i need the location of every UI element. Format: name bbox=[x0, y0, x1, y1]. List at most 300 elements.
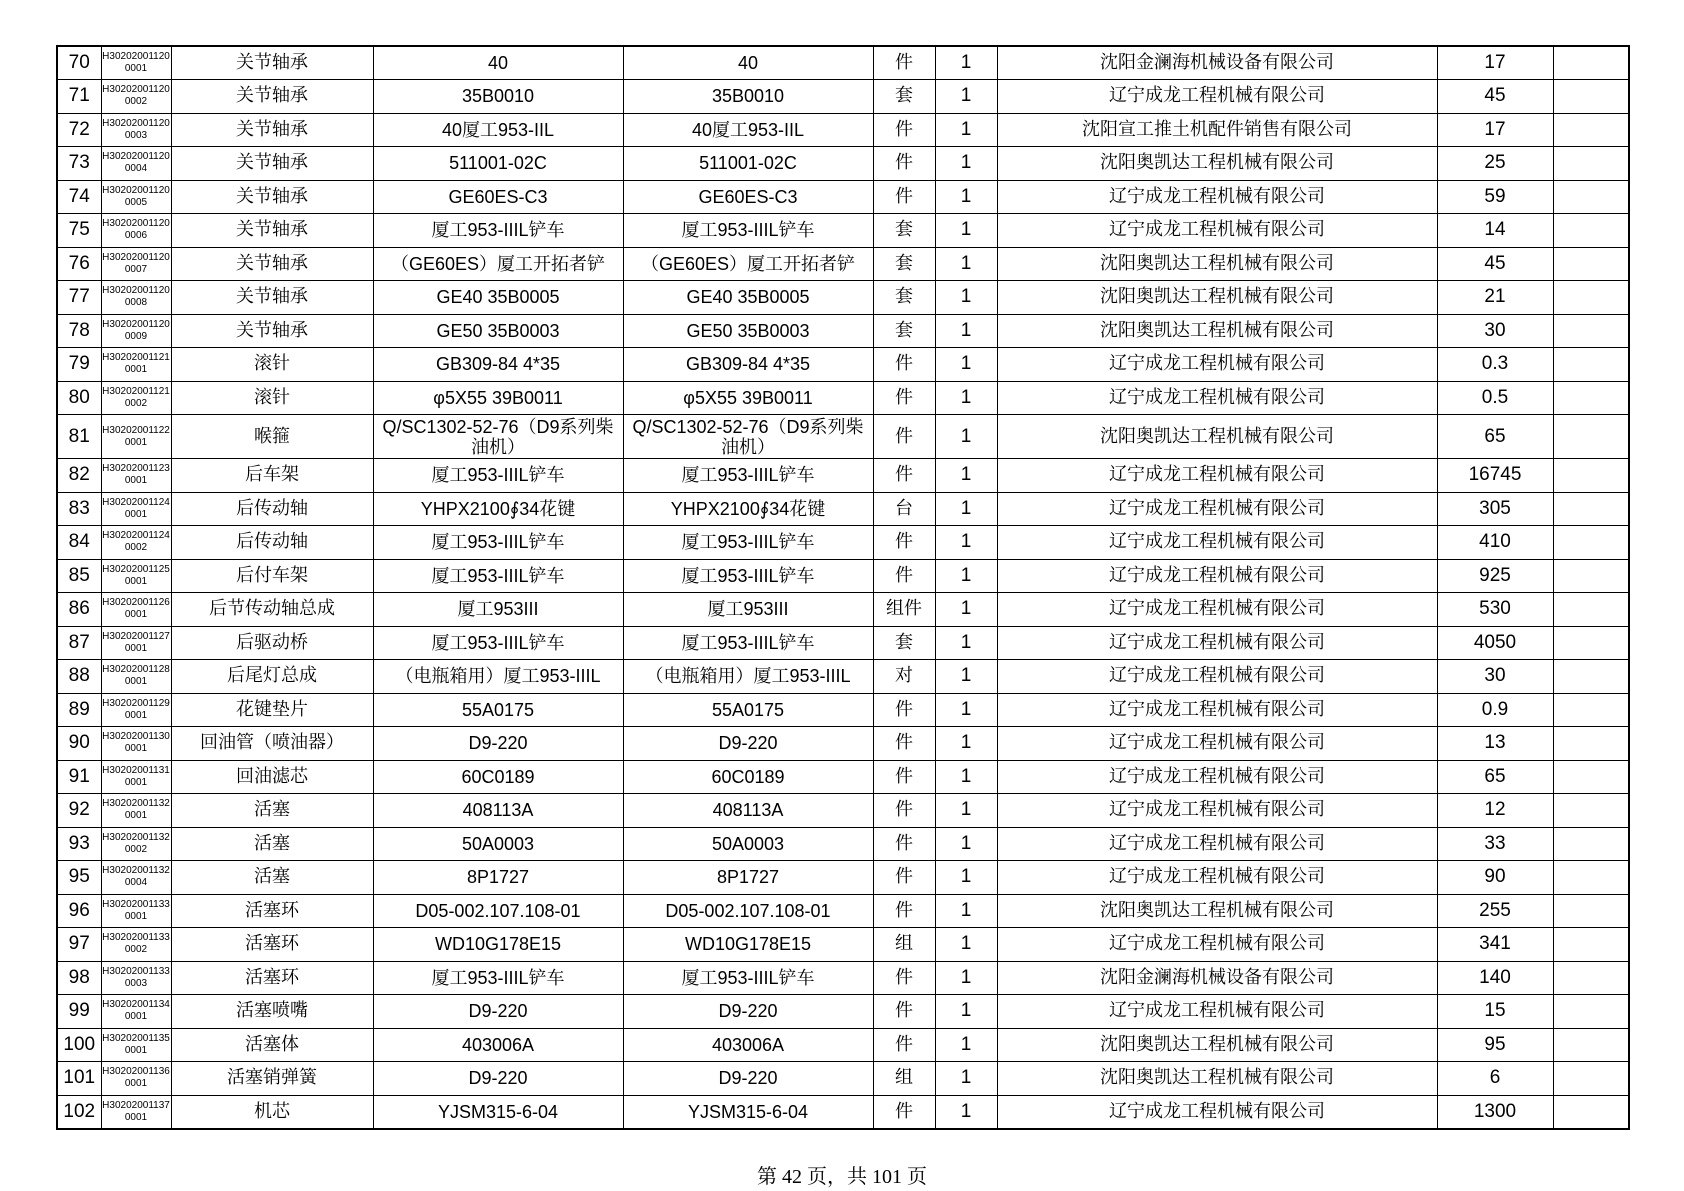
table-row bbox=[57, 727, 1629, 761]
cell-no: 77 bbox=[57, 281, 101, 315]
cell-remark bbox=[1553, 214, 1629, 248]
cell-qty: 1 bbox=[935, 281, 997, 315]
cell-supplier: 辽宁成龙工程机械有限公司 bbox=[997, 861, 1437, 895]
cell-remark bbox=[1553, 1095, 1629, 1129]
cell-no: 82 bbox=[57, 459, 101, 493]
cell-name: 活塞 bbox=[171, 861, 373, 895]
cell-unit: 件 bbox=[873, 961, 935, 995]
cell-remark bbox=[1553, 727, 1629, 761]
cell-price: 12 bbox=[1437, 794, 1553, 828]
cell-remark bbox=[1553, 459, 1629, 493]
cell-price: 13 bbox=[1437, 727, 1553, 761]
cell-remark bbox=[1553, 827, 1629, 861]
cell-no: 79 bbox=[57, 348, 101, 382]
cell-spec: D05-002.107.108-01 bbox=[373, 894, 623, 928]
cell-name: 机芯 bbox=[171, 1095, 373, 1129]
cell-name: 活塞 bbox=[171, 794, 373, 828]
cell-price: 30 bbox=[1437, 314, 1553, 348]
cell-price: 65 bbox=[1437, 415, 1553, 459]
cell-model: 厦工953-IIIL铲车 bbox=[623, 961, 873, 995]
table-row bbox=[57, 247, 1629, 281]
table-row bbox=[57, 415, 1629, 459]
table-row bbox=[57, 46, 1629, 80]
cell-unit: 件 bbox=[873, 46, 935, 80]
table-row bbox=[57, 180, 1629, 214]
cell-model: D05-002.107.108-01 bbox=[623, 894, 873, 928]
cell-price: 65 bbox=[1437, 760, 1553, 794]
cell-code: H302020011370001 bbox=[101, 1095, 171, 1129]
table-row bbox=[57, 861, 1629, 895]
cell-spec: Q/SC1302-52-76（D9系列柴油机） bbox=[373, 415, 623, 459]
cell-model: 403006A bbox=[623, 1028, 873, 1062]
cell-model: GE50 35B0003 bbox=[623, 314, 873, 348]
cell-spec: GE50 35B0003 bbox=[373, 314, 623, 348]
cell-supplier: 沈阳奥凯达工程机械有限公司 bbox=[997, 247, 1437, 281]
cell-qty: 1 bbox=[935, 80, 997, 114]
cell-remark bbox=[1553, 894, 1629, 928]
table-row bbox=[57, 660, 1629, 694]
cell-price: 30 bbox=[1437, 660, 1553, 694]
cell-name: 后尾灯总成 bbox=[171, 660, 373, 694]
cell-name: 关节轴承 bbox=[171, 113, 373, 147]
cell-no: 102 bbox=[57, 1095, 101, 1129]
cell-code: H302020011310001 bbox=[101, 760, 171, 794]
cell-remark bbox=[1553, 1028, 1629, 1062]
cell-code: H302020011200007 bbox=[101, 247, 171, 281]
cell-remark bbox=[1553, 348, 1629, 382]
cell-price: 90 bbox=[1437, 861, 1553, 895]
cell-supplier: 辽宁成龙工程机械有限公司 bbox=[997, 1095, 1437, 1129]
cell-unit: 套 bbox=[873, 247, 935, 281]
cell-code: H302020011200004 bbox=[101, 147, 171, 181]
cell-name: 花键垫片 bbox=[171, 693, 373, 727]
cell-qty: 1 bbox=[935, 693, 997, 727]
cell-code: H302020011350001 bbox=[101, 1028, 171, 1062]
cell-spec: 60C0189 bbox=[373, 760, 623, 794]
cell-spec: D9-220 bbox=[373, 1062, 623, 1096]
cell-supplier: 辽宁成龙工程机械有限公司 bbox=[997, 526, 1437, 560]
cell-qty: 1 bbox=[935, 593, 997, 627]
cell-model: 40 bbox=[623, 46, 873, 80]
cell-name: 活塞体 bbox=[171, 1028, 373, 1062]
cell-no: 97 bbox=[57, 928, 101, 962]
cell-code: H302020011340001 bbox=[101, 995, 171, 1029]
cell-remark bbox=[1553, 760, 1629, 794]
parts-table bbox=[56, 45, 1630, 1130]
cell-spec: 403006A bbox=[373, 1028, 623, 1062]
cell-price: 925 bbox=[1437, 559, 1553, 593]
cell-model: 厦工953III bbox=[623, 593, 873, 627]
cell-model: 8P1727 bbox=[623, 861, 873, 895]
cell-qty: 1 bbox=[935, 559, 997, 593]
table-row bbox=[57, 492, 1629, 526]
cell-remark bbox=[1553, 626, 1629, 660]
cell-code: H302020011240001 bbox=[101, 492, 171, 526]
cell-remark bbox=[1553, 995, 1629, 1029]
cell-name: 关节轴承 bbox=[171, 80, 373, 114]
cell-code: H302020011200001 bbox=[101, 46, 171, 80]
cell-model: φ5X55 39B0011 bbox=[623, 381, 873, 415]
cell-model: 55A0175 bbox=[623, 693, 873, 727]
cell-qty: 1 bbox=[935, 180, 997, 214]
cell-price: 95 bbox=[1437, 1028, 1553, 1062]
cell-qty: 1 bbox=[935, 626, 997, 660]
cell-name: 活塞环 bbox=[171, 894, 373, 928]
cell-unit: 件 bbox=[873, 827, 935, 861]
cell-supplier: 辽宁成龙工程机械有限公司 bbox=[997, 492, 1437, 526]
cell-no: 85 bbox=[57, 559, 101, 593]
cell-code: H302020011330002 bbox=[101, 928, 171, 962]
cell-spec: 50A0003 bbox=[373, 827, 623, 861]
cell-model: 60C0189 bbox=[623, 760, 873, 794]
table-row bbox=[57, 626, 1629, 660]
cell-unit: 件 bbox=[873, 894, 935, 928]
cell-spec: 40 bbox=[373, 46, 623, 80]
cell-price: 4050 bbox=[1437, 626, 1553, 660]
cell-no: 93 bbox=[57, 827, 101, 861]
cell-code: H302020011270001 bbox=[101, 626, 171, 660]
cell-code: H302020011200005 bbox=[101, 180, 171, 214]
cell-name: 活塞 bbox=[171, 827, 373, 861]
cell-name: 关节轴承 bbox=[171, 180, 373, 214]
cell-qty: 1 bbox=[935, 961, 997, 995]
cell-name: 后传动轴 bbox=[171, 526, 373, 560]
cell-price: 305 bbox=[1437, 492, 1553, 526]
cell-supplier: 辽宁成龙工程机械有限公司 bbox=[997, 593, 1437, 627]
cell-qty: 1 bbox=[935, 113, 997, 147]
cell-unit: 件 bbox=[873, 760, 935, 794]
table-row bbox=[57, 147, 1629, 181]
cell-model: （电瓶箱用）厦工953-IIIL bbox=[623, 660, 873, 694]
cell-name: 关节轴承 bbox=[171, 46, 373, 80]
cell-price: 410 bbox=[1437, 526, 1553, 560]
cell-unit: 件 bbox=[873, 348, 935, 382]
cell-remark bbox=[1553, 660, 1629, 694]
cell-name: 关节轴承 bbox=[171, 281, 373, 315]
cell-qty: 1 bbox=[935, 894, 997, 928]
table-row bbox=[57, 1062, 1629, 1096]
cell-name: 活塞环 bbox=[171, 961, 373, 995]
cell-code: H302020011290001 bbox=[101, 693, 171, 727]
cell-model: 40厦工953-IIL bbox=[623, 113, 873, 147]
cell-spec: GE60ES-C3 bbox=[373, 180, 623, 214]
cell-supplier: 辽宁成龙工程机械有限公司 bbox=[997, 180, 1437, 214]
cell-name: 后车架 bbox=[171, 459, 373, 493]
cell-supplier: 沈阳奥凯达工程机械有限公司 bbox=[997, 147, 1437, 181]
cell-price: 341 bbox=[1437, 928, 1553, 962]
cell-code: H302020011280001 bbox=[101, 660, 171, 694]
cell-qty: 1 bbox=[935, 995, 997, 1029]
cell-qty: 1 bbox=[935, 381, 997, 415]
cell-remark bbox=[1553, 46, 1629, 80]
cell-remark bbox=[1553, 80, 1629, 114]
cell-supplier: 辽宁成龙工程机械有限公司 bbox=[997, 794, 1437, 828]
cell-name: 滚针 bbox=[171, 381, 373, 415]
cell-no: 71 bbox=[57, 80, 101, 114]
cell-unit: 对 bbox=[873, 660, 935, 694]
cell-remark bbox=[1553, 180, 1629, 214]
cell-spec: 8P1727 bbox=[373, 861, 623, 895]
cell-code: H302020011230001 bbox=[101, 459, 171, 493]
cell-name: 活塞销弹簧 bbox=[171, 1062, 373, 1096]
table-row bbox=[57, 961, 1629, 995]
cell-model: WD10G178E15 bbox=[623, 928, 873, 962]
cell-code: H302020011240002 bbox=[101, 526, 171, 560]
table-row bbox=[57, 693, 1629, 727]
cell-spec: YHPX2100∮34花键 bbox=[373, 492, 623, 526]
cell-model: 35B0010 bbox=[623, 80, 873, 114]
cell-price: 255 bbox=[1437, 894, 1553, 928]
cell-name: 后驱动桥 bbox=[171, 626, 373, 660]
cell-no: 86 bbox=[57, 593, 101, 627]
cell-unit: 组 bbox=[873, 1062, 935, 1096]
cell-spec: 35B0010 bbox=[373, 80, 623, 114]
cell-code: H302020011330003 bbox=[101, 961, 171, 995]
cell-unit: 件 bbox=[873, 861, 935, 895]
cell-qty: 1 bbox=[935, 1028, 997, 1062]
cell-price: 17 bbox=[1437, 113, 1553, 147]
cell-code: H302020011220001 bbox=[101, 415, 171, 459]
cell-supplier: 沈阳奥凯达工程机械有限公司 bbox=[997, 1062, 1437, 1096]
cell-supplier: 辽宁成龙工程机械有限公司 bbox=[997, 928, 1437, 962]
cell-remark bbox=[1553, 1062, 1629, 1096]
cell-code: H302020011330001 bbox=[101, 894, 171, 928]
cell-name: 关节轴承 bbox=[171, 147, 373, 181]
cell-model: GB309-84 4*35 bbox=[623, 348, 873, 382]
cell-unit: 件 bbox=[873, 995, 935, 1029]
cell-remark bbox=[1553, 381, 1629, 415]
cell-no: 70 bbox=[57, 46, 101, 80]
cell-spec: 厦工953-IIIL铲车 bbox=[373, 214, 623, 248]
cell-qty: 1 bbox=[935, 1095, 997, 1129]
cell-model: 厦工953-IIIL铲车 bbox=[623, 214, 873, 248]
cell-remark bbox=[1553, 247, 1629, 281]
cell-model: 厦工953-IIIL铲车 bbox=[623, 459, 873, 493]
cell-spec: 厦工953-IIIL铲车 bbox=[373, 459, 623, 493]
cell-remark bbox=[1553, 693, 1629, 727]
cell-supplier: 辽宁成龙工程机械有限公司 bbox=[997, 348, 1437, 382]
cell-spec: 厦工953-IIIL铲车 bbox=[373, 526, 623, 560]
cell-unit: 件 bbox=[873, 113, 935, 147]
cell-spec: 厦工953-IIIL铲车 bbox=[373, 626, 623, 660]
cell-price: 14 bbox=[1437, 214, 1553, 248]
cell-price: 59 bbox=[1437, 180, 1553, 214]
cell-qty: 1 bbox=[935, 827, 997, 861]
cell-unit: 套 bbox=[873, 214, 935, 248]
cell-qty: 1 bbox=[935, 760, 997, 794]
cell-supplier: 辽宁成龙工程机械有限公司 bbox=[997, 559, 1437, 593]
cell-remark bbox=[1553, 961, 1629, 995]
cell-unit: 件 bbox=[873, 381, 935, 415]
cell-remark bbox=[1553, 794, 1629, 828]
table-row bbox=[57, 794, 1629, 828]
cell-remark bbox=[1553, 593, 1629, 627]
cell-spec: 厦工953-IIIL铲车 bbox=[373, 961, 623, 995]
cell-supplier: 沈阳奥凯达工程机械有限公司 bbox=[997, 1028, 1437, 1062]
cell-unit: 件 bbox=[873, 147, 935, 181]
cell-no: 75 bbox=[57, 214, 101, 248]
table-row bbox=[57, 760, 1629, 794]
cell-price: 16745 bbox=[1437, 459, 1553, 493]
cell-no: 90 bbox=[57, 727, 101, 761]
cell-code: H302020011260001 bbox=[101, 593, 171, 627]
cell-spec: GE40 35B0005 bbox=[373, 281, 623, 315]
cell-qty: 1 bbox=[935, 459, 997, 493]
cell-name: 回油滤芯 bbox=[171, 760, 373, 794]
cell-model: 厦工953-IIIL铲车 bbox=[623, 526, 873, 560]
cell-code: H302020011210001 bbox=[101, 348, 171, 382]
cell-no: 89 bbox=[57, 693, 101, 727]
cell-supplier: 沈阳奥凯达工程机械有限公司 bbox=[997, 281, 1437, 315]
cell-price: 0.3 bbox=[1437, 348, 1553, 382]
cell-price: 45 bbox=[1437, 80, 1553, 114]
cell-price: 45 bbox=[1437, 247, 1553, 281]
cell-price: 1300 bbox=[1437, 1095, 1553, 1129]
cell-code: H302020011320001 bbox=[101, 794, 171, 828]
cell-no: 88 bbox=[57, 660, 101, 694]
cell-remark bbox=[1553, 559, 1629, 593]
cell-name: 喉箍 bbox=[171, 415, 373, 459]
cell-qty: 1 bbox=[935, 314, 997, 348]
cell-no: 72 bbox=[57, 113, 101, 147]
cell-model: GE60ES-C3 bbox=[623, 180, 873, 214]
table-row bbox=[57, 80, 1629, 114]
cell-model: YHPX2100∮34花键 bbox=[623, 492, 873, 526]
table-row bbox=[57, 113, 1629, 147]
cell-supplier: 沈阳奥凯达工程机械有限公司 bbox=[997, 894, 1437, 928]
cell-spec: （GE60ES）厦工开拓者铲 bbox=[373, 247, 623, 281]
cell-code: H302020011200006 bbox=[101, 214, 171, 248]
cell-supplier: 辽宁成龙工程机械有限公司 bbox=[997, 381, 1437, 415]
table-row bbox=[57, 1028, 1629, 1062]
cell-remark bbox=[1553, 492, 1629, 526]
cell-no: 84 bbox=[57, 526, 101, 560]
cell-model: 50A0003 bbox=[623, 827, 873, 861]
cell-unit: 套 bbox=[873, 314, 935, 348]
cell-unit: 组 bbox=[873, 928, 935, 962]
cell-no: 96 bbox=[57, 894, 101, 928]
cell-no: 92 bbox=[57, 794, 101, 828]
cell-name: 后传动轴 bbox=[171, 492, 373, 526]
cell-code: H302020011210002 bbox=[101, 381, 171, 415]
cell-code: H302020011200003 bbox=[101, 113, 171, 147]
cell-spec: 厦工953III bbox=[373, 593, 623, 627]
cell-unit: 台 bbox=[873, 492, 935, 526]
cell-name: 活塞喷嘴 bbox=[171, 995, 373, 1029]
table-row bbox=[57, 281, 1629, 315]
cell-supplier: 辽宁成龙工程机械有限公司 bbox=[997, 626, 1437, 660]
cell-remark bbox=[1553, 113, 1629, 147]
table-body bbox=[57, 46, 1629, 1129]
cell-no: 100 bbox=[57, 1028, 101, 1062]
cell-spec: 40厦工953-IIL bbox=[373, 113, 623, 147]
table-row bbox=[57, 526, 1629, 560]
cell-code: H302020011360001 bbox=[101, 1062, 171, 1096]
cell-code: H302020011200009 bbox=[101, 314, 171, 348]
cell-price: 33 bbox=[1437, 827, 1553, 861]
cell-model: 511001-02C bbox=[623, 147, 873, 181]
cell-supplier: 沈阳宣工推土机配件销售有限公司 bbox=[997, 113, 1437, 147]
cell-unit: 件 bbox=[873, 459, 935, 493]
cell-price: 21 bbox=[1437, 281, 1553, 315]
table-row bbox=[57, 459, 1629, 493]
cell-supplier: 辽宁成龙工程机械有限公司 bbox=[997, 827, 1437, 861]
cell-code: H302020011300001 bbox=[101, 727, 171, 761]
cell-spec: φ5X55 39B0011 bbox=[373, 381, 623, 415]
table-row bbox=[57, 348, 1629, 382]
cell-no: 78 bbox=[57, 314, 101, 348]
cell-price: 25 bbox=[1437, 147, 1553, 181]
cell-model: 厦工953-IIIL铲车 bbox=[623, 559, 873, 593]
cell-spec: 511001-02C bbox=[373, 147, 623, 181]
cell-no: 74 bbox=[57, 180, 101, 214]
cell-supplier: 辽宁成龙工程机械有限公司 bbox=[997, 727, 1437, 761]
cell-name: 后节传动轴总成 bbox=[171, 593, 373, 627]
cell-price: 530 bbox=[1437, 593, 1553, 627]
cell-model: D9-220 bbox=[623, 995, 873, 1029]
cell-qty: 1 bbox=[935, 861, 997, 895]
cell-supplier: 沈阳奥凯达工程机械有限公司 bbox=[997, 415, 1437, 459]
cell-model: （GE60ES）厦工开拓者铲 bbox=[623, 247, 873, 281]
cell-code: H302020011250001 bbox=[101, 559, 171, 593]
cell-price: 6 bbox=[1437, 1062, 1553, 1096]
cell-qty: 1 bbox=[935, 415, 997, 459]
cell-spec: D9-220 bbox=[373, 995, 623, 1029]
cell-code: H302020011320004 bbox=[101, 861, 171, 895]
cell-remark bbox=[1553, 861, 1629, 895]
cell-spec: 厦工953-IIIL铲车 bbox=[373, 559, 623, 593]
cell-name: 关节轴承 bbox=[171, 314, 373, 348]
table-row bbox=[57, 559, 1629, 593]
table-row bbox=[57, 381, 1629, 415]
cell-price: 15 bbox=[1437, 995, 1553, 1029]
cell-supplier: 沈阳金澜海机械设备有限公司 bbox=[997, 961, 1437, 995]
cell-model: YJSM315-6-04 bbox=[623, 1095, 873, 1129]
cell-no: 76 bbox=[57, 247, 101, 281]
cell-remark bbox=[1553, 928, 1629, 962]
cell-model: D9-220 bbox=[623, 727, 873, 761]
cell-qty: 1 bbox=[935, 1062, 997, 1096]
cell-price: 17 bbox=[1437, 46, 1553, 80]
cell-qty: 1 bbox=[935, 727, 997, 761]
cell-supplier: 辽宁成龙工程机械有限公司 bbox=[997, 459, 1437, 493]
cell-qty: 1 bbox=[935, 794, 997, 828]
cell-qty: 1 bbox=[935, 526, 997, 560]
cell-remark bbox=[1553, 526, 1629, 560]
cell-unit: 件 bbox=[873, 1095, 935, 1129]
cell-name: 滚针 bbox=[171, 348, 373, 382]
cell-unit: 件 bbox=[873, 415, 935, 459]
cell-unit: 件 bbox=[873, 526, 935, 560]
cell-supplier: 辽宁成龙工程机械有限公司 bbox=[997, 693, 1437, 727]
cell-no: 91 bbox=[57, 760, 101, 794]
cell-remark bbox=[1553, 147, 1629, 181]
cell-spec: （电瓶箱用）厦工953-IIIL bbox=[373, 660, 623, 694]
cell-code: H302020011320002 bbox=[101, 827, 171, 861]
cell-price: 0.9 bbox=[1437, 693, 1553, 727]
cell-supplier: 辽宁成龙工程机械有限公司 bbox=[997, 214, 1437, 248]
cell-spec: D9-220 bbox=[373, 727, 623, 761]
cell-code: H302020011200002 bbox=[101, 80, 171, 114]
cell-unit: 套 bbox=[873, 626, 935, 660]
cell-qty: 1 bbox=[935, 247, 997, 281]
cell-supplier: 沈阳奥凯达工程机械有限公司 bbox=[997, 314, 1437, 348]
cell-remark bbox=[1553, 314, 1629, 348]
cell-code: H302020011200008 bbox=[101, 281, 171, 315]
cell-qty: 1 bbox=[935, 492, 997, 526]
cell-spec: 55A0175 bbox=[373, 693, 623, 727]
cell-name: 关节轴承 bbox=[171, 214, 373, 248]
